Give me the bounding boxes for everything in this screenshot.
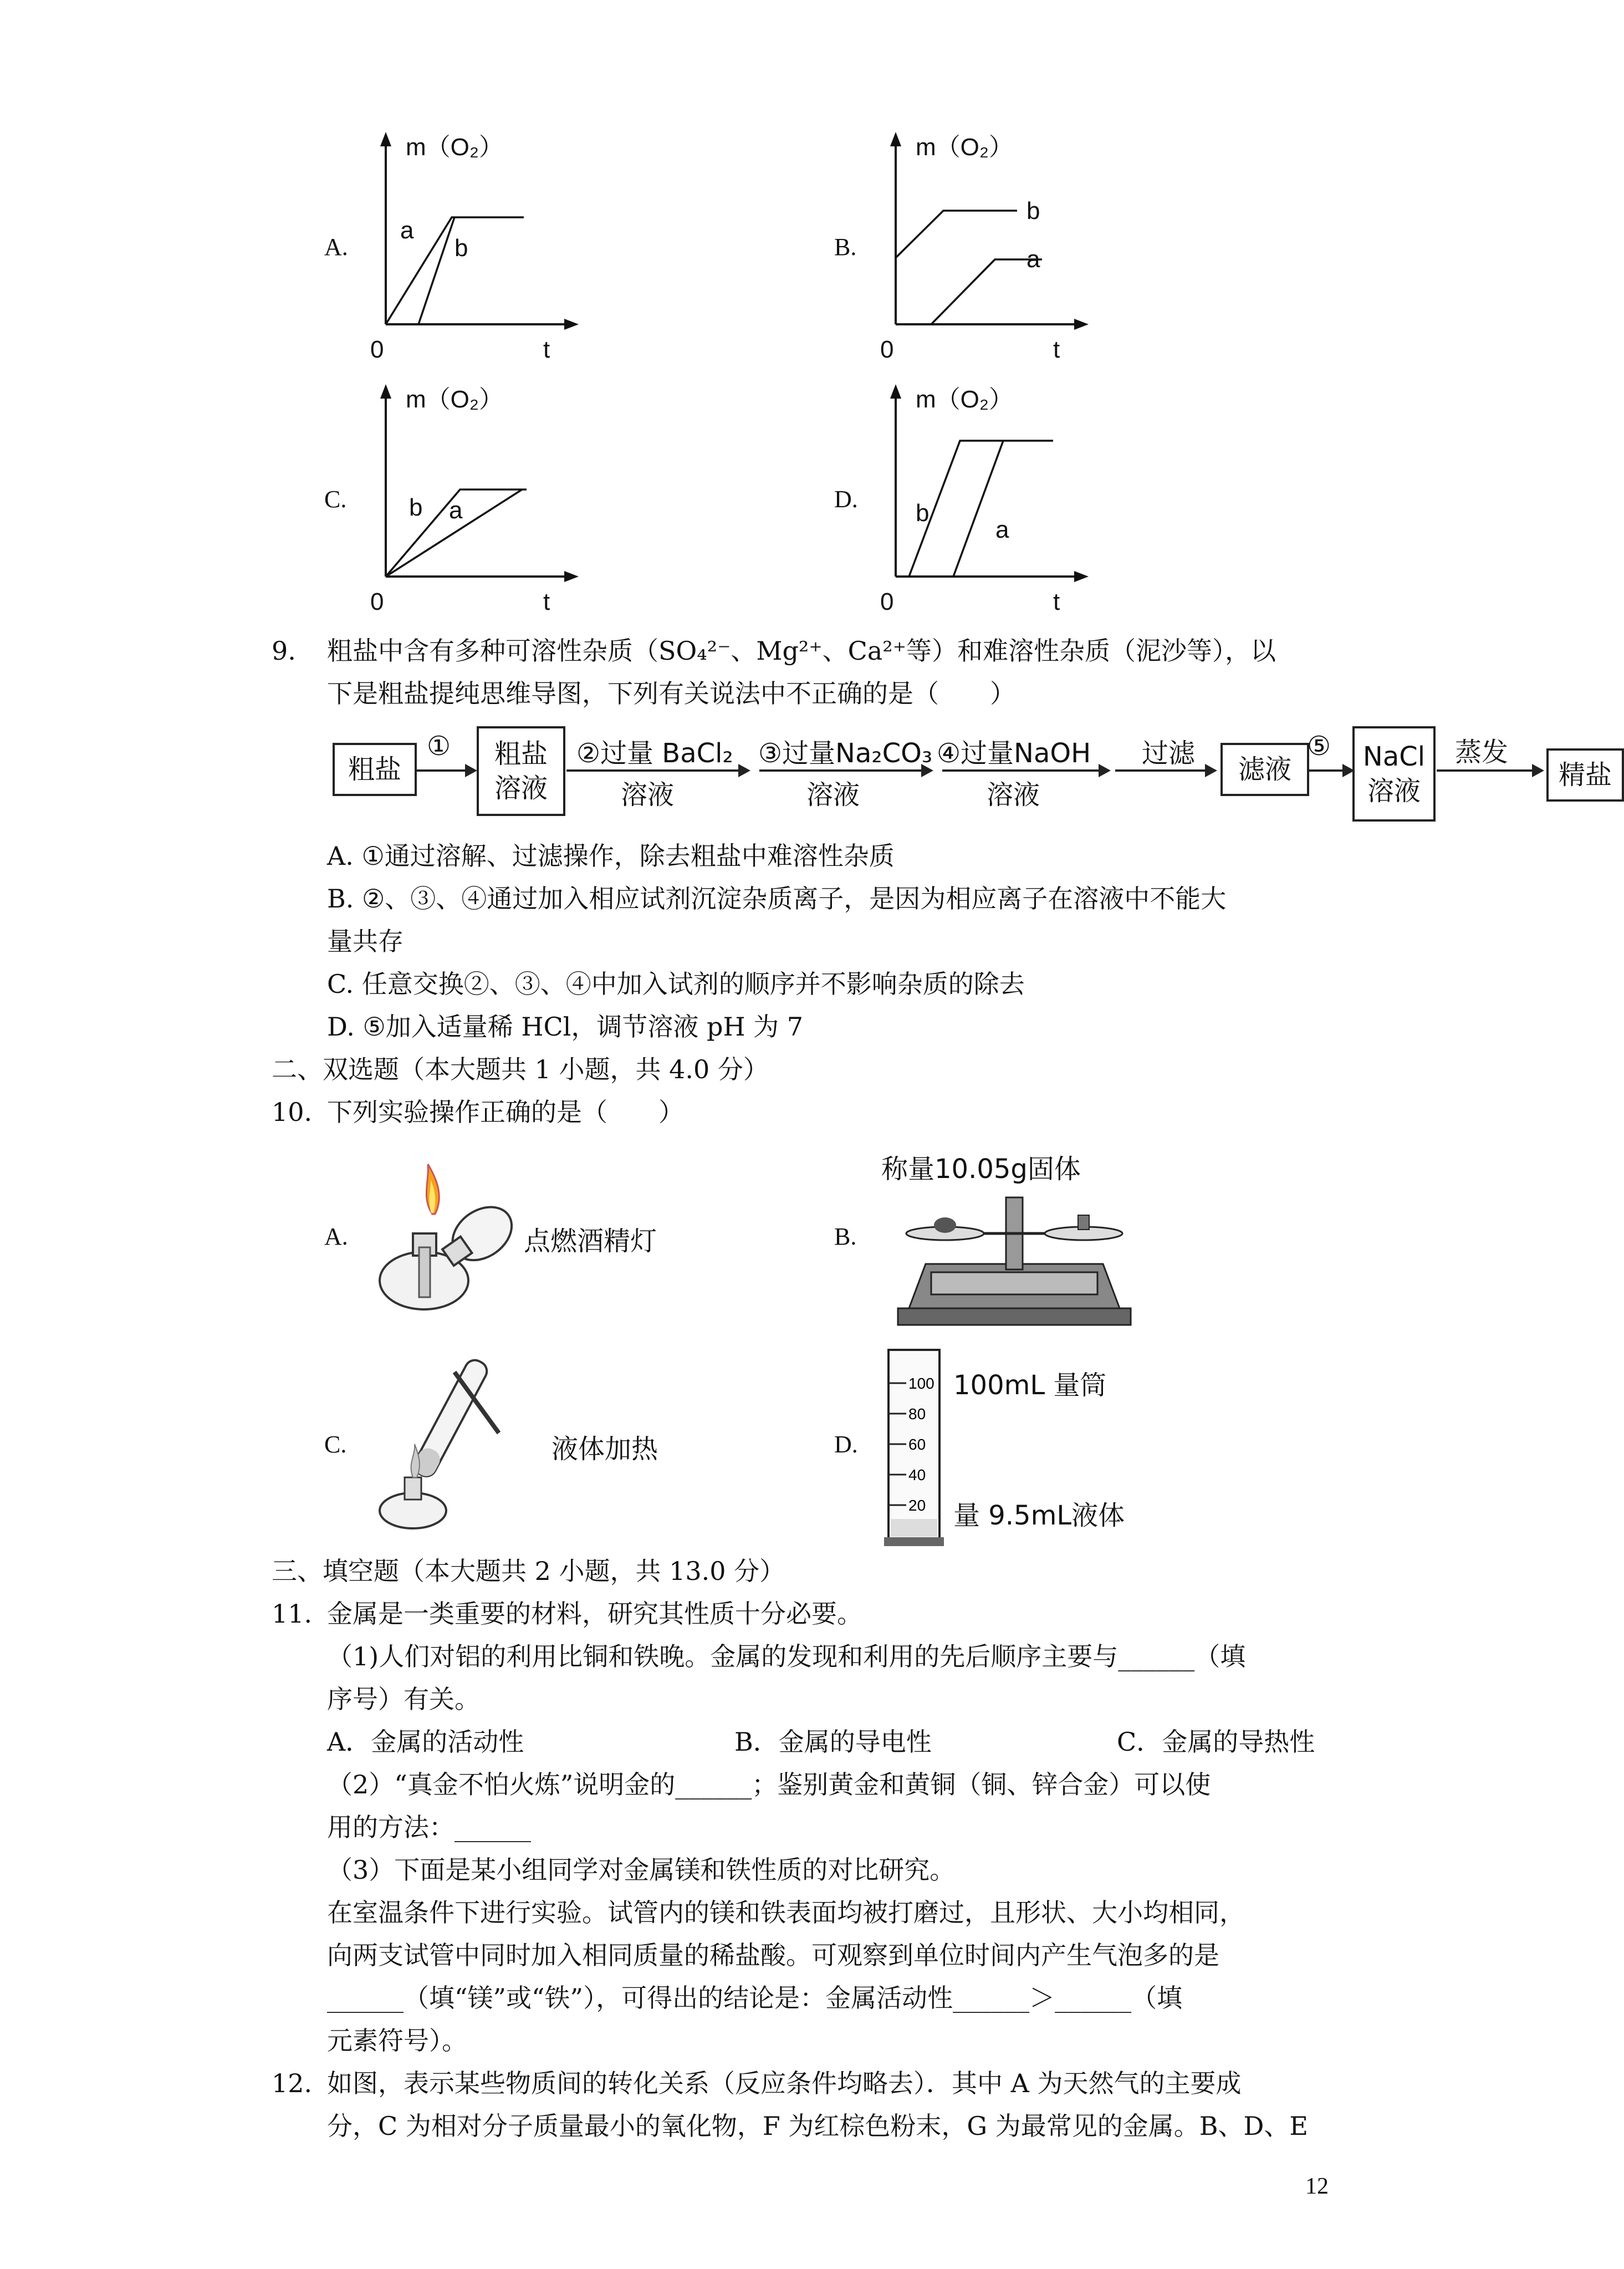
q9-option-a: A. ①通过溶解、过滤操作，除去粗盐中难溶性杂质 [327, 841, 895, 871]
q11-line1: 金属是一类重要的材料，研究其性质十分必要。 [327, 1599, 862, 1629]
q11-line7: 在室温条件下进行实验。试管内的镁和铁表面均被打磨过，且形状、大小均相同， [327, 1898, 1245, 1928]
q10-option-d-label: D. [834, 1431, 858, 1458]
balance-scale-illustration [892, 1181, 1136, 1330]
flow-box-refined-salt: 精盐 [1546, 748, 1624, 802]
flow-arrow-7 [1437, 769, 1542, 772]
flow-arrow-4 [942, 769, 1109, 772]
graph-a-origin: 0 [370, 336, 384, 363]
flow-box-crude-solution-l2: 溶液 [494, 773, 548, 804]
q9-option-d: D. ⑤加入适量稀 HCl，调节溶液 pH 为 7 [327, 1012, 804, 1042]
page-number: 12 [1305, 2174, 1329, 2199]
graph-b-origin: 0 [880, 336, 894, 363]
cyl-tick-40: 40 [908, 1466, 926, 1483]
q11-choice-b: B．金属的导电性 [734, 1727, 932, 1757]
flow-box-nacl-l1: NaCl [1362, 741, 1426, 772]
flow-step5-label: 过滤 [1142, 738, 1196, 769]
q11-line8: 向两支试管中同时加入相同质量的稀盐酸。可观察到单位时间内产生气泡多的是 [327, 1940, 1219, 1970]
q11-number: 11. [272, 1599, 313, 1629]
graph-d-ylabel: m（O₂） [916, 386, 1013, 413]
graph-d [876, 380, 1109, 624]
q10-caption-c: 液体加热 [551, 1434, 658, 1465]
q10-caption-b: 称量10.05g固体 [881, 1154, 1081, 1185]
cyl-tick-60: 60 [908, 1436, 926, 1453]
flow-step6-label: ⑤ [1307, 731, 1331, 762]
graph-d-line1: b [916, 499, 930, 527]
graph-b-line2: a [1027, 246, 1040, 273]
q9-option-c: C. 任意交换②、③、④中加入试剂的顺序并不影响杂质的除去 [327, 969, 1025, 999]
q11-line9: ______（填“镁”或“铁”），可得出的结论是：金属活动性______＞______（填 [327, 1983, 1183, 2013]
graph-b [876, 128, 1109, 371]
graph-c-xlabel: t [543, 588, 550, 615]
flow-step3-bot: 溶液 [806, 779, 860, 810]
flow-arrow-1 [417, 769, 475, 772]
q12-line1: 如图，表示某些物质间的转化关系（反应条件均略去）．其中 A 为天然气的主要成 [327, 2068, 1242, 2098]
q11-line6: （3）下面是某小组同学对金属镁和铁性质的对比研究。 [327, 1855, 956, 1885]
flow-box-filtrate: 滤液 [1220, 743, 1309, 796]
q10-option-c-label: C. [324, 1431, 347, 1458]
graph-c [366, 380, 599, 624]
q11-line4: （2）“真金不怕火炼”说明金的______；鉴别黄金和黄铜（铜、锌合金）可以使 [327, 1770, 1211, 1799]
graph-a-ylabel: m（O₂） [406, 134, 503, 161]
graph-c-option-label: C. [324, 486, 347, 513]
graph-d-xlabel: t [1053, 588, 1060, 615]
flow-arrow-2 [566, 769, 748, 772]
graph-d-option-label: D. [834, 486, 858, 513]
graph-b-line1: b [1027, 197, 1040, 225]
flow-step2-bot: 溶液 [621, 779, 675, 810]
q10-option-a-label: A. [324, 1223, 348, 1250]
graph-b-option-label: B. [834, 233, 857, 261]
q11-line2: （1)人们对铝的利用比铜和铁晚。金属的发现和利用的先后顺序主要与______（填 [327, 1641, 1246, 1671]
flow-step1-label: ① [427, 731, 451, 762]
flow-step4-bot: 溶液 [987, 779, 1040, 810]
q11-line10: 元素符号）。 [327, 2026, 467, 2056]
graph-c-origin: 0 [370, 588, 384, 615]
q10-stem: 下列实验操作正确的是（ ） [327, 1097, 684, 1127]
cyl-tick-20: 20 [908, 1497, 926, 1514]
flow-step4-top: ④过量NaOH [937, 738, 1091, 769]
flow-step3-top: ③过量Na₂CO₃ [758, 738, 933, 769]
graph-c-line1: b [409, 494, 423, 521]
graph-b-ylabel: m（O₂） [916, 134, 1013, 161]
flow-box-crude-solution-l1: 粗盐 [494, 738, 548, 769]
q12-number: 12. [272, 2068, 313, 2098]
q12-line2: 分，C 为相对分子质量最小的氧化物，F 为红棕色粉末，G 为最常见的金属。B、D、E [327, 2111, 1308, 2141]
graph-a [366, 128, 599, 371]
section2-heading: 二、双选题（本大题共 1 小题，共 4.0 分） [272, 1054, 769, 1084]
graph-a-line1: a [400, 217, 414, 244]
flow-arrow-6 [1309, 769, 1352, 772]
q10-number: 10. [272, 1097, 313, 1127]
graph-d-origin: 0 [880, 588, 894, 615]
q9-option-b-line1: B. ②、③、④通过加入相应试剂沉淀杂质离子，是因为相应离子在溶液中不能大 [327, 884, 1227, 914]
q11-choice-c: C．金属的导热性 [1117, 1727, 1315, 1757]
flow-arrow-5 [1115, 769, 1215, 772]
graph-c-line2: a [449, 497, 463, 524]
alcohol-lamp-lighting-illustration [366, 1148, 521, 1325]
cyl-tick-100: 100 [908, 1375, 934, 1392]
flow-arrow-3 [759, 769, 931, 772]
q10-caption-d1: 100mL 量筒 [953, 1370, 1107, 1401]
flow-box-crude-salt: 粗盐 [333, 743, 417, 796]
q10-caption-d2: 量 9.5mL液体 [953, 1500, 1125, 1531]
q11-choice-a: A．金属的活动性 [327, 1727, 524, 1757]
graph-c-ylabel: m（O₂） [406, 386, 503, 413]
graph-a-xlabel: t [543, 336, 550, 363]
flow-box-nacl-l2: 溶液 [1367, 776, 1421, 807]
graduated-cylinder-illustration [884, 1344, 945, 1549]
graph-d-line2: a [995, 516, 1009, 543]
q11-line3: 序号）有关。 [327, 1684, 480, 1714]
q9-stem-line1: 粗盐中含有多种可溶性杂质（SO₄²⁻、Mg²⁺、Ca²⁺等）和难溶性杂质（泥沙等），以 [327, 636, 1276, 666]
flow-box-nacl-solution [1352, 726, 1436, 822]
flow-box-crude-solution [477, 726, 565, 816]
cyl-tick-80: 80 [908, 1405, 926, 1422]
q10-caption-a: 点燃酒精灯 [524, 1226, 657, 1257]
q11-line5: 用的方法：______ [327, 1812, 531, 1842]
liquid-heating-illustration [366, 1350, 521, 1533]
q9-stem-line2: 下是粗盐提纯思维导图，下列有关说法中不正确的是（ ） [327, 679, 1015, 708]
flow-step2-top: ②过量 BaCl₂ [576, 738, 733, 769]
q10-option-b-label: B. [834, 1223, 857, 1250]
q9-option-b-line2: 量共存 [327, 926, 404, 956]
section3-heading: 三、填空题（本大题共 2 小题，共 13.0 分） [272, 1556, 785, 1586]
graph-b-xlabel: t [1053, 336, 1060, 363]
graph-a-line2: b [454, 234, 468, 262]
q9-number: 9. [272, 636, 296, 666]
flow-step7-label: 蒸发 [1455, 737, 1509, 768]
graph-a-option-label: A. [324, 233, 348, 261]
